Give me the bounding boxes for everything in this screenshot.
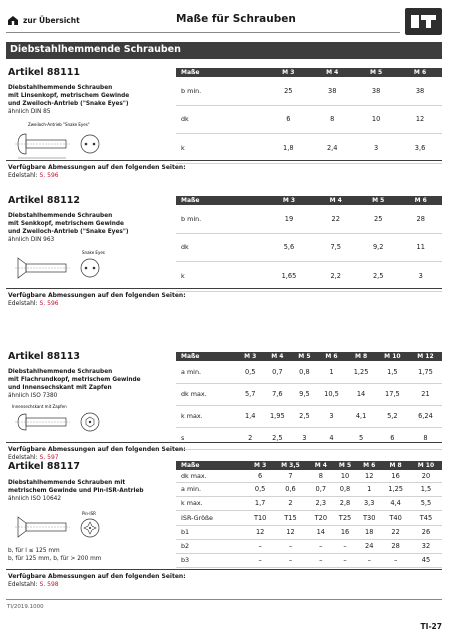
row-label: a min. bbox=[176, 361, 238, 383]
column-header: M 10 bbox=[410, 461, 442, 470]
table-cell: 22 bbox=[314, 205, 357, 233]
table-row bbox=[176, 261, 442, 291]
back-to-overview-link[interactable] bbox=[7, 15, 80, 26]
column-header: M 5 bbox=[354, 68, 398, 77]
table-cell: – bbox=[272, 539, 308, 553]
column-header: M 4 bbox=[309, 461, 333, 470]
table-cell: 1,4 bbox=[238, 405, 263, 427]
column-header: Maße bbox=[176, 196, 263, 205]
footer-divider bbox=[6, 599, 442, 600]
article-title: Artikel 88111 bbox=[8, 67, 80, 78]
header-divider bbox=[6, 32, 400, 33]
table-row bbox=[176, 525, 442, 539]
table-cell: T25 bbox=[333, 510, 357, 525]
table-cell: 5,2 bbox=[376, 405, 409, 427]
table-cell: 6 bbox=[266, 105, 310, 133]
row-label: dk max. bbox=[176, 383, 238, 405]
table-cell: 0,5 bbox=[248, 482, 272, 496]
column-header: M 4 bbox=[314, 196, 357, 205]
table-row bbox=[176, 496, 442, 510]
column-header: Maße bbox=[176, 461, 248, 470]
column-header: M 4 bbox=[263, 352, 293, 361]
table-cell: 5,5 bbox=[410, 496, 442, 510]
table-cell: 9,5 bbox=[292, 383, 317, 405]
desc-line: und Zweiloch-Antrieb ("Snake Eyes") bbox=[8, 101, 129, 107]
table-cell: 20 bbox=[410, 470, 442, 482]
table-cell: 45 bbox=[410, 553, 442, 567]
table-cell: T45 bbox=[410, 510, 442, 525]
column-header: M 3 bbox=[266, 68, 310, 77]
column-header: M 3 bbox=[238, 352, 263, 361]
table-cell: 28 bbox=[381, 539, 410, 553]
table-cell: 0,7 bbox=[309, 482, 333, 496]
table-cell: 2 bbox=[238, 427, 263, 449]
table-cell: 2,4 bbox=[310, 133, 354, 163]
column-header: M 3 bbox=[248, 461, 272, 470]
standard-ref: ähnlich DIN 963 bbox=[8, 237, 55, 243]
table-cell: 1,75 bbox=[409, 361, 442, 383]
table-cell: – bbox=[272, 553, 308, 567]
table-cell: T15 bbox=[272, 510, 308, 525]
table-row bbox=[176, 470, 442, 482]
row-label: b2 bbox=[176, 539, 248, 553]
table-row bbox=[176, 539, 442, 553]
table-cell: 10 bbox=[354, 105, 398, 133]
column-header: M 3,5 bbox=[272, 461, 308, 470]
table-cell: 5 bbox=[346, 427, 376, 449]
table-cell: 1,5 bbox=[410, 482, 442, 496]
standard-ref: ähnlich ISO 7380 bbox=[8, 393, 58, 399]
table-cell: 2,3 bbox=[309, 496, 333, 510]
column-header: M 5 bbox=[292, 352, 317, 361]
table-cell: 1,8 bbox=[266, 133, 310, 163]
category-band: Diebstahlhemmende Schrauben bbox=[6, 42, 442, 59]
table-cell: 3,3 bbox=[357, 496, 381, 510]
table-row bbox=[176, 77, 442, 105]
column-header: M 6 bbox=[399, 196, 442, 205]
table-cell: 1 bbox=[317, 361, 347, 383]
row-label: dk bbox=[176, 233, 263, 261]
table-header-row bbox=[176, 68, 442, 77]
table-cell: 10,5 bbox=[317, 383, 347, 405]
table-cell: 7,6 bbox=[263, 383, 293, 405]
desc-line: und Zweiloch-Antrieb ("Snake Eyes") bbox=[8, 229, 129, 235]
table-row bbox=[176, 482, 442, 496]
article-description bbox=[8, 368, 148, 400]
table-row bbox=[176, 553, 442, 567]
table-row bbox=[176, 383, 442, 405]
table-cell: T30 bbox=[357, 510, 381, 525]
article-section bbox=[6, 457, 442, 597]
desc-line: Diebstahlhemmende Schrauben bbox=[8, 369, 113, 375]
table-cell: 7,5 bbox=[314, 233, 357, 261]
page-reference-link[interactable]: S. 598 bbox=[39, 581, 59, 588]
note-line: b, für 125 mm, b, für > 200 mm bbox=[8, 556, 102, 562]
column-header: M 8 bbox=[346, 352, 376, 361]
page-reference-link[interactable]: S. 597 bbox=[39, 454, 59, 461]
article-title: Artikel 88117 bbox=[8, 461, 80, 472]
table-cell: 3 bbox=[399, 261, 442, 291]
row-label: b min. bbox=[176, 77, 266, 105]
table-cell: – bbox=[248, 539, 272, 553]
table-cell: T20 bbox=[309, 510, 333, 525]
page-title: Maße für Schrauben bbox=[176, 13, 296, 25]
table-cell: 19 bbox=[263, 205, 314, 233]
table-cell: 0,8 bbox=[292, 361, 317, 383]
table-cell: 2,5 bbox=[292, 405, 317, 427]
page-number: TI-27 bbox=[420, 622, 442, 631]
table-cell: 4,4 bbox=[381, 496, 410, 510]
table-cell: 12 bbox=[272, 525, 308, 539]
screw-drawing bbox=[10, 120, 110, 164]
table-cell: 1,65 bbox=[263, 261, 314, 291]
table-cell: 0,6 bbox=[272, 482, 308, 496]
table-cell: 22 bbox=[381, 525, 410, 539]
table-row bbox=[176, 133, 442, 163]
table-cell: 4 bbox=[317, 427, 347, 449]
row-label: s bbox=[176, 427, 238, 449]
table-cell: 12 bbox=[248, 525, 272, 539]
table-header-row bbox=[176, 352, 442, 361]
availability-title: Verfügbare Abmessungen auf den folgenden Seiten: bbox=[8, 292, 186, 299]
column-header: M 4 bbox=[310, 68, 354, 77]
note-line: b, für l ≤ 125 mm bbox=[8, 548, 60, 554]
table-cell: 6,24 bbox=[409, 405, 442, 427]
table-row bbox=[176, 427, 442, 449]
table-cell: 5,6 bbox=[263, 233, 314, 261]
table-cell: 1 bbox=[357, 482, 381, 496]
article-title: Artikel 88112 bbox=[8, 195, 80, 206]
table-cell: 2,2 bbox=[314, 261, 357, 291]
desc-line: mit Linsenkopf, metrischem Gewinde bbox=[8, 93, 130, 99]
desc-line: und Innensechskant mit Zapfen bbox=[8, 385, 112, 391]
desc-line: metrischem Gewinde und Pin-ISR-Antrieb bbox=[8, 488, 144, 494]
table-cell: 12 bbox=[357, 470, 381, 482]
table-cell: 3 bbox=[292, 427, 317, 449]
table-cell: 8 bbox=[309, 470, 333, 482]
availability-material: Edelstahl: bbox=[8, 581, 40, 588]
column-header: M 10 bbox=[376, 352, 409, 361]
table-row bbox=[176, 205, 442, 233]
column-header: M 5 bbox=[357, 196, 400, 205]
table-cell: 24 bbox=[357, 539, 381, 553]
row-label: b min. bbox=[176, 205, 263, 233]
table-cell: 8 bbox=[409, 427, 442, 449]
section-divider bbox=[6, 160, 442, 161]
column-header: M 6 bbox=[317, 352, 347, 361]
table-cell: – bbox=[381, 553, 410, 567]
table-cell: – bbox=[333, 553, 357, 567]
column-header: M 3 bbox=[263, 196, 314, 205]
availability-title: Verfügbare Abmessungen auf den folgenden Seiten: bbox=[8, 446, 186, 453]
column-header: M 5 bbox=[333, 461, 357, 470]
table-cell: – bbox=[248, 553, 272, 567]
home-icon bbox=[7, 15, 19, 26]
brand-logo bbox=[405, 8, 442, 35]
table-cell: 6 bbox=[248, 470, 272, 482]
dimensions-table bbox=[176, 196, 442, 292]
table-cell: 1,95 bbox=[263, 405, 293, 427]
table-cell: 1,25 bbox=[381, 482, 410, 496]
table-cell: 16 bbox=[381, 470, 410, 482]
column-header: Maße bbox=[176, 352, 238, 361]
row-label: dk bbox=[176, 105, 266, 133]
table-cell: – bbox=[309, 539, 333, 553]
table-cell: 3 bbox=[354, 133, 398, 163]
table-cell: – bbox=[357, 553, 381, 567]
table-cell: 0,8 bbox=[333, 482, 357, 496]
availability-material: Edelstahl: bbox=[8, 300, 40, 307]
table-cell: 32 bbox=[410, 539, 442, 553]
table-cell: 18 bbox=[357, 525, 381, 539]
column-header: M 6 bbox=[398, 68, 442, 77]
availability-title: Verfügbare Abmessungen auf den folgenden Seiten: bbox=[8, 573, 186, 580]
availability-note bbox=[8, 292, 186, 308]
article-title: Artikel 88113 bbox=[8, 351, 80, 362]
table-cell: 0,7 bbox=[263, 361, 293, 383]
screw-drawing bbox=[10, 250, 110, 284]
table-cell: 10 bbox=[333, 470, 357, 482]
table-row bbox=[176, 233, 442, 261]
availability-note bbox=[8, 573, 186, 589]
table-cell: 11 bbox=[399, 233, 442, 261]
availability-material: Edelstahl: bbox=[8, 172, 40, 179]
column-header: M 6 bbox=[357, 461, 381, 470]
table-cell: T10 bbox=[248, 510, 272, 525]
table-cell: 0,5 bbox=[238, 361, 263, 383]
table-cell: 7 bbox=[272, 470, 308, 482]
article-section bbox=[6, 346, 442, 461]
table-cell: 5,7 bbox=[238, 383, 263, 405]
table-cell: 25 bbox=[266, 77, 310, 105]
article-section bbox=[6, 190, 442, 310]
table-cell: 26 bbox=[410, 525, 442, 539]
screw-drawing bbox=[10, 404, 110, 438]
footer-code: TI/2019.1000 bbox=[7, 604, 44, 610]
table-cell: 25 bbox=[357, 205, 400, 233]
table-cell: 4,1 bbox=[346, 405, 376, 427]
table-cell: 38 bbox=[310, 77, 354, 105]
back-label: zur Übersicht bbox=[23, 16, 80, 25]
page-reference-link[interactable]: S. 596 bbox=[39, 172, 59, 179]
table-cell: 6 bbox=[376, 427, 409, 449]
dimensions-table bbox=[176, 352, 442, 450]
table-cell: 1,7 bbox=[248, 496, 272, 510]
table-row bbox=[176, 510, 442, 525]
table-cell: 2,8 bbox=[333, 496, 357, 510]
article-description bbox=[8, 212, 148, 244]
table-cell: 38 bbox=[398, 77, 442, 105]
table-header-row bbox=[176, 196, 442, 205]
section-divider bbox=[6, 288, 442, 289]
table-cell: 8 bbox=[310, 105, 354, 133]
table-row bbox=[176, 361, 442, 383]
row-label: k max. bbox=[176, 496, 248, 510]
row-label: a min. bbox=[176, 482, 248, 496]
desc-line: mit Senkkopf, metrischem Gewinde bbox=[8, 221, 124, 227]
column-header: M 8 bbox=[381, 461, 410, 470]
drive-label: Snake Eyes bbox=[82, 250, 105, 255]
section-divider bbox=[6, 442, 442, 443]
table-cell: 1,25 bbox=[346, 361, 376, 383]
article-section bbox=[6, 62, 442, 182]
table-cell: 14 bbox=[309, 525, 333, 539]
table-cell: 12 bbox=[398, 105, 442, 133]
article-description bbox=[8, 84, 148, 116]
desc-line: mit Flachrundkopf, metrischem Gewinde bbox=[8, 377, 141, 383]
table-cell: 3,6 bbox=[398, 133, 442, 163]
table-cell: – bbox=[309, 553, 333, 567]
table-cell: 3 bbox=[317, 405, 347, 427]
dimensions-table bbox=[176, 461, 442, 568]
row-label: dk max. bbox=[176, 470, 248, 482]
table-cell: 1,5 bbox=[376, 361, 409, 383]
row-label: k bbox=[176, 133, 266, 163]
length-notes bbox=[8, 547, 101, 563]
screw-drawing bbox=[10, 511, 110, 545]
standard-ref: ähnlich DIN 85 bbox=[8, 109, 51, 115]
table-cell: 17,5 bbox=[376, 383, 409, 405]
row-label: ISR-Größe bbox=[176, 510, 248, 525]
table-cell: 38 bbox=[354, 77, 398, 105]
standard-ref: ähnlich ISO 10642 bbox=[8, 496, 62, 502]
table-cell: 9,2 bbox=[357, 233, 400, 261]
table-cell: 21 bbox=[409, 383, 442, 405]
page-reference-link[interactable]: S. 596 bbox=[39, 300, 59, 307]
table-header-row bbox=[176, 461, 442, 470]
page-header bbox=[0, 0, 452, 36]
table-cell: 2,5 bbox=[357, 261, 400, 291]
availability-title: Verfügbare Abmessungen auf den folgenden Seiten: bbox=[8, 164, 186, 171]
desc-line: Diebstahlhemmende Schrauben bbox=[8, 85, 113, 91]
table-cell: 2 bbox=[272, 496, 308, 510]
row-label: k bbox=[176, 261, 263, 291]
dimensions-table bbox=[176, 68, 442, 164]
desc-line: Diebstahlhemmende Schrauben mit bbox=[8, 480, 126, 486]
section-divider bbox=[6, 569, 442, 570]
table-cell: 14 bbox=[346, 383, 376, 405]
table-cell: 16 bbox=[333, 525, 357, 539]
drive-label: Innensechskant mit Zapfen bbox=[12, 404, 67, 409]
availability-note bbox=[8, 164, 186, 180]
row-label: b3 bbox=[176, 553, 248, 567]
table-cell: 28 bbox=[399, 205, 442, 233]
availability-material: Edelstahl: bbox=[8, 454, 40, 461]
table-row bbox=[176, 105, 442, 133]
article-description bbox=[8, 479, 148, 503]
table-row bbox=[176, 405, 442, 427]
drive-label: Zweiloch-Antrieb "Snake Eyes" bbox=[28, 122, 90, 127]
desc-line: Diebstahlhemmende Schrauben bbox=[8, 213, 113, 219]
drive-label: Pin-ISR bbox=[82, 511, 96, 516]
column-header: M 12 bbox=[409, 352, 442, 361]
logo-icon bbox=[405, 8, 442, 35]
table-cell: – bbox=[333, 539, 357, 553]
row-label: b1 bbox=[176, 525, 248, 539]
table-cell: T40 bbox=[381, 510, 410, 525]
column-header: Maße bbox=[176, 68, 266, 77]
table-cell: 2,5 bbox=[263, 427, 293, 449]
row-label: k max. bbox=[176, 405, 238, 427]
